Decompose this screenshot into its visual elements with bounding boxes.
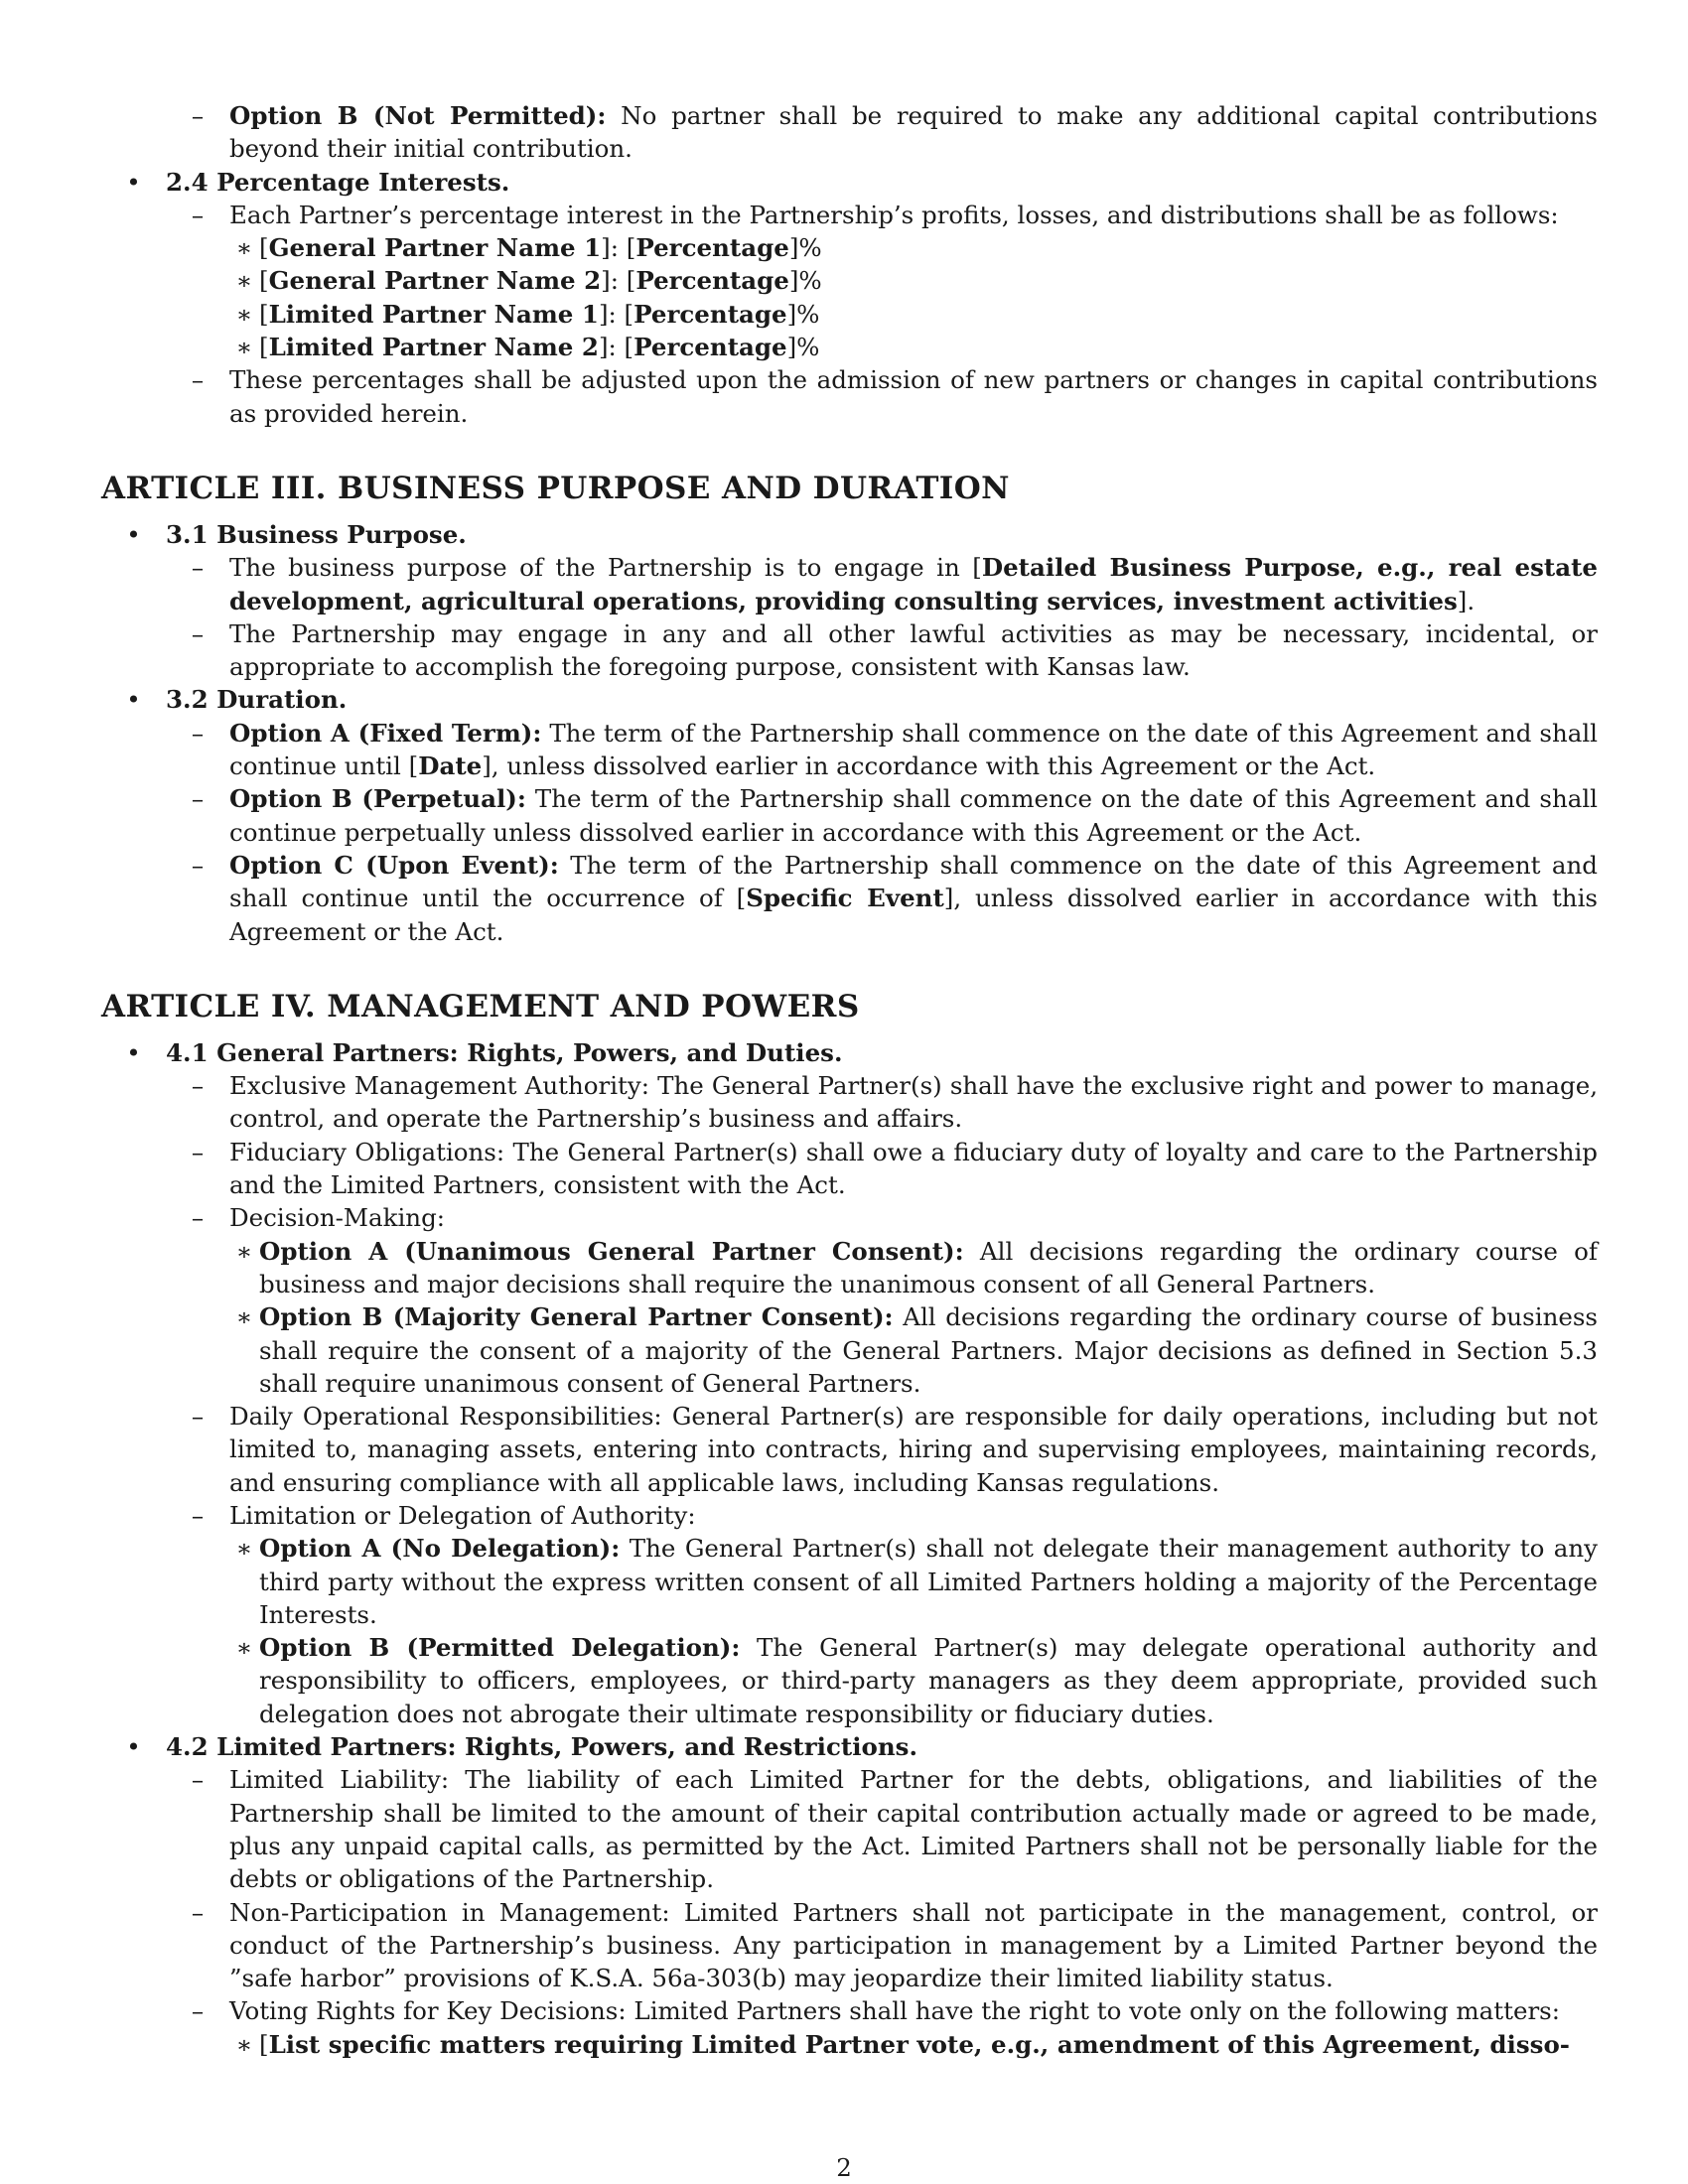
section-3-2: • 3.2 Duration. bbox=[126, 685, 348, 715]
section-4-2: • 4.2 Limited Partners: Rights, Powers, and Restrictions. bbox=[126, 1732, 917, 1762]
voting-matters-item: ∗ [List specific matters requiring Limited Partner vote, e.g., amendment of this Agreement, disso- bbox=[235, 2029, 1570, 2059]
partner-item: ∗ [Limited Partner Name 2]: [Percentage]% bbox=[235, 333, 820, 362]
non-participation: – Non-Participation in Management: Limited Partners shall not participate in the management, control, or conduct of the Partnership’s business. Any participation in management by a Limited Partner beyond the ”safe harbor” provisions of K.S.A. 56a-303(b) may jeopardize their limited liability status. bbox=[191, 1897, 1598, 1993]
exclusive-management: – Exclusive Management Authority: The General Partner(s) shall have the exclusive right and power to manage, control, and operate the Partnership’s business and affairs. bbox=[191, 1071, 1598, 1134]
decision-option-a: ∗ Option A (Unanimous General Partner Consent): All decisions regarding the ordinary course of business and major decisions shall require the unanimous consent of all General Partners. bbox=[235, 1236, 1598, 1298]
partner-item: ∗ [Limited Partner Name 1]: [Percentage]% bbox=[235, 299, 820, 329]
option-b-not-permitted: – Option B (Not Permitted): No partner shall be required to make any additional capital contributions beyond their initial contribution. bbox=[191, 101, 1599, 164]
daily-operations: – Daily Operational Responsibilities: General Partner(s) are responsible for daily operations, including but not limited to, managing assets, entering into contracts, hiring and supervising employees, maintaining records, and ensuring compliance with all applicable laws, including Kansas regulations. bbox=[191, 1402, 1598, 1497]
other-activities: – The Partnership may engage in any and all other lawful activities as may be necessary, incidental, or appropriate to accomplish the foregoing purpose, consistent with Kansas law. bbox=[191, 618, 1598, 682]
fiduciary-obligations: – Fiduciary Obligations: The General Partner(s) shall owe a fiduciary duty of loyalty and care to the Partnership and the Limited Partners, consistent with the Act. bbox=[191, 1137, 1598, 1200]
document-page bbox=[101, 99, 1598, 2061]
page-number: 2 bbox=[836, 2153, 852, 2182]
decision-making: – Decision-Making: bbox=[191, 1203, 446, 1233]
business-purpose: – The business purpose of the Partnership is to engage in [Detailed Business Purpose, e.g., real estate development, agricultural operations, providing consulting services, investment activities]. bbox=[191, 553, 1598, 615]
duration-option-b: – Option B (Perpetual): The term of the Partnership shall commence on the date of this Agreement and shall continue perpetually unless dissolved earlier in accordance with this Agreement or the Act. bbox=[191, 784, 1599, 847]
limited-liability: – Limited Liability: The liability of each Limited Partner for the debts, obligations, and liabilities of the Partnership shall be limited to the amount of their capital contribution actually made or agreed to be made, plus any unpaid capital calls, as permitted by the Act. Limited Partners shall not be personally liable for the debts or obligations of the Partnership. bbox=[191, 1765, 1598, 1894]
delegation-option-b: ∗ Option B (Permitted Delegation): The General Partner(s) may delegate operational authority and responsibility to officers, employees, or third-party managers as they deem appropriate, provided such delegation does not abrogate their ultimate responsibility or fiduciary duties. bbox=[235, 1633, 1599, 1728]
duration-option-c: – Option C (Upon Event): The term of the Partnership shall commence on the date of this Agreement and shall continue until the occurrence of [Specific Event], unless dissolved earlier in accordance with this Agreement or the Act. bbox=[191, 850, 1598, 946]
limitation-delegation: – Limitation or Delegation of Authority: bbox=[191, 1500, 696, 1530]
section-3-1: • 3.1 Business Purpose. bbox=[126, 519, 467, 549]
duration-option-a: – Option A (Fixed Term): The term of the Partnership shall commence on the date of this Agreement and shall continue until [Date], unless dissolved earlier in accordance with this Agreement or the Act. bbox=[191, 718, 1598, 781]
percentage-lead: – Each Partner’s percentage interest in the Partnership’s profits, losses, and distributions shall be as follows: bbox=[191, 200, 1559, 229]
delegation-option-a: ∗ Option A (No Delegation): The General Partner(s) shall not delegate their management authority to any third party without the express written consent of all Limited Partners holding a majority of the Percentage Interests. bbox=[235, 1534, 1598, 1629]
article-4-heading: ARTICLE IV. MANAGEMENT AND POWERS bbox=[101, 988, 860, 1024]
voting-rights: – Voting Rights for Key Decisions: Limited Partners shall have the right to vote only on the following matters: bbox=[191, 1996, 1560, 2026]
percentage-adjust: – These percentages shall be adjusted upon the admission of new partners or changes in capital contributions as provided herein. bbox=[191, 365, 1598, 428]
article-3-heading: ARTICLE III. BUSINESS PURPOSE AND DURATION bbox=[101, 470, 1010, 506]
section-4-1: • 4.1 General Partners: Rights, Powers, and Duties. bbox=[126, 1037, 843, 1067]
partner-item: ∗ [General Partner Name 1]: [Percentage]% bbox=[235, 233, 822, 263]
partner-item: ∗ [General Partner Name 2]: [Percentage]% bbox=[235, 266, 822, 296]
decision-option-b: ∗ Option B (Majority General Partner Consent): All decisions regarding the ordinary course of business shall require the consent of a majority of the General Partners. Major decisions as defined in Section 5.3 shall require unanimous consent of General Partners. bbox=[235, 1302, 1599, 1398]
section-2-4: • 2.4 Percentage Interests. bbox=[126, 167, 510, 197]
